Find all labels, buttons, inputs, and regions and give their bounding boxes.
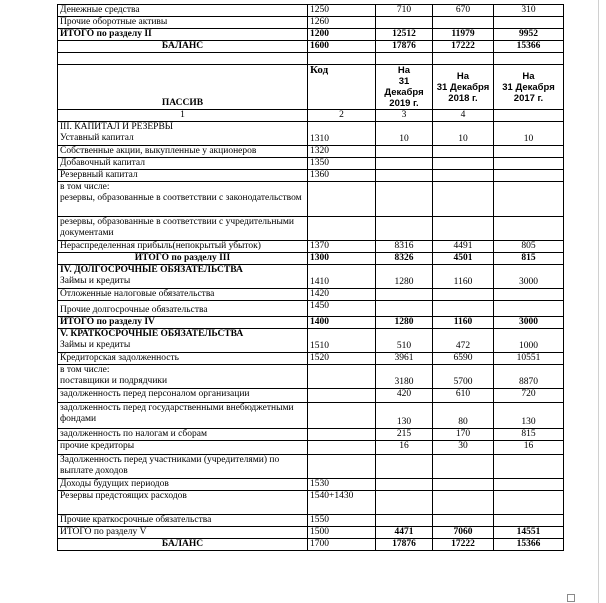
value-2017: 15366 xyxy=(494,539,564,551)
row-label: задолженность по налогам и сборам xyxy=(58,429,308,441)
section-3-title: III. КАПИТАЛ И РЕЗЕРВЫ xyxy=(60,122,174,132)
value-2019 xyxy=(376,17,433,29)
row-code: 1250 xyxy=(308,5,376,17)
value-2019: 3180 xyxy=(376,365,433,389)
value-2017: 10 xyxy=(494,122,564,146)
empty-cell xyxy=(494,455,564,479)
balance-table xyxy=(57,4,564,551)
table-row xyxy=(58,429,564,441)
value-2019: 8316 xyxy=(376,241,433,253)
row-label: Собственные акции, выкупленные у акционеров xyxy=(58,146,308,158)
row-code: 1320 xyxy=(308,146,376,158)
value-2019: 130 xyxy=(376,403,433,429)
empty-cell xyxy=(494,491,564,515)
value-2017: 815 xyxy=(494,253,564,265)
table-row xyxy=(58,365,564,389)
table-row xyxy=(58,289,564,301)
empty-cell xyxy=(494,53,564,65)
header-2018: На 31 Декабря 2018 г. xyxy=(433,65,494,110)
empty-cell xyxy=(308,403,376,429)
row-label: Отложенные налоговые обязательства xyxy=(58,289,308,301)
value-2017: 1000 xyxy=(494,329,564,353)
row-label: Прочие оборотные активы xyxy=(58,17,308,29)
header-2019: На 31 Декабря 2019 г. xyxy=(376,65,433,110)
row-label: Прочие долгосрочные обязательства xyxy=(58,301,308,317)
empty-cell xyxy=(376,479,433,491)
empty-cell xyxy=(376,158,433,170)
value-2017: 16 xyxy=(494,441,564,455)
empty-cell xyxy=(58,53,308,65)
table-row xyxy=(58,29,564,41)
row-code: 1550 xyxy=(308,515,376,527)
empty-cell xyxy=(433,491,494,515)
value-2018: 472 xyxy=(433,329,494,353)
empty-cell xyxy=(494,170,564,182)
value-2018: 17222 xyxy=(433,41,494,53)
empty-cell xyxy=(494,479,564,491)
value-2018: 7060 xyxy=(433,527,494,539)
row-code: 1600 xyxy=(308,41,376,53)
empty-cell xyxy=(433,479,494,491)
value-2017: 8870 xyxy=(494,365,564,389)
table-row xyxy=(58,441,564,455)
col-number-5 xyxy=(494,110,564,122)
empty-cell xyxy=(376,455,433,479)
empty-cell xyxy=(494,182,564,217)
value-2019: 420 xyxy=(376,389,433,403)
section-5-title: V. КРАТКОСРОЧНЫЕ ОБЯЗАТЕЛЬСТВА xyxy=(60,329,244,339)
empty-cell xyxy=(494,301,564,317)
header-2017: На 31 Декабря 2017 г. xyxy=(494,65,564,110)
value-2019: 17876 xyxy=(376,41,433,53)
empty-cell xyxy=(494,217,564,241)
row-label: ИТОГО по разделу III xyxy=(58,253,308,265)
row-label: Денежные средства xyxy=(58,5,308,17)
value-2019: 510 xyxy=(376,329,433,353)
table-row xyxy=(58,353,564,365)
table-row xyxy=(58,403,564,429)
table-row xyxy=(58,301,564,317)
value-2018: 5700 xyxy=(433,365,494,389)
row-code: 1540+1430 xyxy=(308,491,376,515)
value-2019: 1280 xyxy=(376,317,433,329)
row-label: ИТОГО по разделу V xyxy=(58,527,308,539)
header-row xyxy=(58,65,564,110)
label-legal-reserves: резервы, образованные в соответствии с законодательством xyxy=(60,193,302,203)
value-2017: 10551 xyxy=(494,353,564,365)
empty-cell xyxy=(376,301,433,317)
value-2017: 805 xyxy=(494,241,564,253)
empty-cell xyxy=(376,217,433,241)
row-label: Задолженность перед участниками (учредителями) по выплате доходов xyxy=(58,455,308,479)
table-row xyxy=(58,41,564,53)
value-2019: 1280 xyxy=(376,265,433,289)
row-label: ИТОГО по разделу II xyxy=(58,29,308,41)
empty-cell xyxy=(433,158,494,170)
row-code: 1200 xyxy=(308,29,376,41)
value-2018: 4491 xyxy=(433,241,494,253)
row-code: 1700 xyxy=(308,539,376,551)
empty-cell xyxy=(376,491,433,515)
row-label: прочие кредиторы xyxy=(58,441,308,455)
value-2018: 4501 xyxy=(433,253,494,265)
row-label: Добавочный капитал xyxy=(58,158,308,170)
table-resize-handle[interactable] xyxy=(567,594,575,602)
value-2017: 3000 xyxy=(494,265,564,289)
value-2017: 310 xyxy=(494,5,564,17)
table-row xyxy=(58,265,564,289)
empty-cell xyxy=(494,289,564,301)
row-label xyxy=(58,329,308,353)
empty-cell xyxy=(376,146,433,158)
empty-cell xyxy=(433,515,494,527)
row-code: 1370 xyxy=(308,241,376,253)
empty-cell xyxy=(376,170,433,182)
row-code: 1360 xyxy=(308,170,376,182)
row-label: Кредиторская задолженность xyxy=(58,353,308,365)
empty-cell xyxy=(376,515,433,527)
value-2017: 130 xyxy=(494,403,564,429)
empty-cell xyxy=(308,217,376,241)
value-2017: 14551 xyxy=(494,527,564,539)
row-label: Резервы предстоящих расходов xyxy=(58,491,308,515)
empty-cell xyxy=(376,182,433,217)
value-2019: 10 xyxy=(376,122,433,146)
table-row xyxy=(58,182,564,217)
passiv-heading: ПАССИВ xyxy=(58,65,308,110)
empty-cell xyxy=(308,53,376,65)
value-2019: 17876 xyxy=(376,539,433,551)
empty-cell xyxy=(433,170,494,182)
row-code: 1410 xyxy=(308,265,376,289)
table-row xyxy=(58,170,564,182)
column-number-row xyxy=(58,110,564,122)
value-2018: 10 xyxy=(433,122,494,146)
page-edge-line xyxy=(598,0,599,603)
empty-cell xyxy=(494,146,564,158)
row-label: БАЛАНС xyxy=(58,539,308,551)
row-code: 1520 xyxy=(308,353,376,365)
table-row xyxy=(58,329,564,353)
row-code: 1310 xyxy=(308,122,376,146)
empty-cell xyxy=(376,53,433,65)
col-number-4: 4 xyxy=(433,110,494,122)
value-2019: 710 xyxy=(376,5,433,17)
value-2019: 3961 xyxy=(376,353,433,365)
empty-cell xyxy=(494,158,564,170)
value-2017: 15366 xyxy=(494,41,564,53)
row-label: резервы, образованные в соответствии с учредительными документами xyxy=(58,217,308,241)
table-row xyxy=(58,491,564,515)
value-2018 xyxy=(433,17,494,29)
table-row xyxy=(58,389,564,403)
row-code: 1510 xyxy=(308,329,376,353)
table-row-total xyxy=(58,527,564,539)
label-including: в том числе: xyxy=(60,365,110,375)
value-2018: 80 xyxy=(433,403,494,429)
value-2017: 815 xyxy=(494,429,564,441)
empty-cell xyxy=(308,365,376,389)
table-row-total xyxy=(58,253,564,265)
col-number-3: 3 xyxy=(376,110,433,122)
value-2018: 11979 xyxy=(433,29,494,41)
value-2019: 215 xyxy=(376,429,433,441)
row-label: Прочие краткосрочные обязательства xyxy=(58,515,308,527)
value-2017: 720 xyxy=(494,389,564,403)
value-2019: 12512 xyxy=(376,29,433,41)
table-row-empty xyxy=(58,53,564,65)
empty-cell xyxy=(308,441,376,455)
col-number-2: 2 xyxy=(308,110,376,122)
value-2018: 1160 xyxy=(433,317,494,329)
empty-cell xyxy=(433,146,494,158)
empty-cell xyxy=(308,455,376,479)
table-row xyxy=(58,158,564,170)
section-4-title: IV. ДОЛГОСРОЧНЫЕ ОБЯЗАТЕЛЬСТВА xyxy=(60,265,243,275)
row-label xyxy=(58,265,308,289)
row-code: 1350 xyxy=(308,158,376,170)
row-label: БАЛАНС xyxy=(58,41,308,53)
row-code: 1400 xyxy=(308,317,376,329)
label-including: в том числе: xyxy=(60,182,110,192)
table-row xyxy=(58,122,564,146)
empty-cell xyxy=(433,53,494,65)
value-2018: 6590 xyxy=(433,353,494,365)
row-label xyxy=(58,365,308,389)
row-label: Резервный капитал xyxy=(58,170,308,182)
row-code: 1300 xyxy=(308,253,376,265)
label-loans: Займы и кредиты xyxy=(60,340,131,350)
row-label xyxy=(58,122,308,146)
label-suppliers: поставщики и подрядчики xyxy=(60,376,168,386)
value-2019: 4471 xyxy=(376,527,433,539)
empty-cell xyxy=(433,289,494,301)
empty-cell xyxy=(433,455,494,479)
row-code: 1260 xyxy=(308,17,376,29)
label-loans: Займы и кредиты xyxy=(60,276,131,286)
table-row xyxy=(58,241,564,253)
table-row xyxy=(58,17,564,29)
table-row xyxy=(58,5,564,17)
value-2019: 8326 xyxy=(376,253,433,265)
row-label: Доходы будущих периодов xyxy=(58,479,308,491)
table-row-balance xyxy=(58,539,564,551)
table-row xyxy=(58,515,564,527)
row-label: задолженность перед государственными внебюджетными фондами xyxy=(58,403,308,429)
table-row xyxy=(58,217,564,241)
row-code: 1530 xyxy=(308,479,376,491)
row-code: 1450 xyxy=(308,301,376,317)
row-label xyxy=(58,182,308,217)
empty-cell xyxy=(308,429,376,441)
value-2018: 170 xyxy=(433,429,494,441)
empty-cell xyxy=(308,389,376,403)
value-2017: 3000 xyxy=(494,317,564,329)
code-heading: Код xyxy=(308,65,376,110)
value-2017: 9952 xyxy=(494,29,564,41)
value-2018: 30 xyxy=(433,441,494,455)
value-2018: 1160 xyxy=(433,265,494,289)
label-charter-capital: Уставный капитал xyxy=(60,133,134,143)
table-row xyxy=(58,455,564,479)
empty-cell xyxy=(494,515,564,527)
row-code: 1500 xyxy=(308,527,376,539)
empty-cell xyxy=(308,182,376,217)
empty-cell xyxy=(433,217,494,241)
value-2017 xyxy=(494,17,564,29)
table-row xyxy=(58,146,564,158)
table-row xyxy=(58,479,564,491)
empty-cell xyxy=(376,289,433,301)
table-row-total xyxy=(58,317,564,329)
value-2018: 17222 xyxy=(433,539,494,551)
row-label: Нераспределенная прибыль(непокрытый убыток) xyxy=(58,241,308,253)
empty-cell xyxy=(433,182,494,217)
empty-cell xyxy=(433,301,494,317)
value-2018: 670 xyxy=(433,5,494,17)
row-label: ИТОГО по разделу IV xyxy=(58,317,308,329)
row-label: задолженность перед персоналом организации xyxy=(58,389,308,403)
col-number-1: 1 xyxy=(58,110,308,122)
value-2018: 610 xyxy=(433,389,494,403)
value-2019: 16 xyxy=(376,441,433,455)
row-code: 1420 xyxy=(308,289,376,301)
